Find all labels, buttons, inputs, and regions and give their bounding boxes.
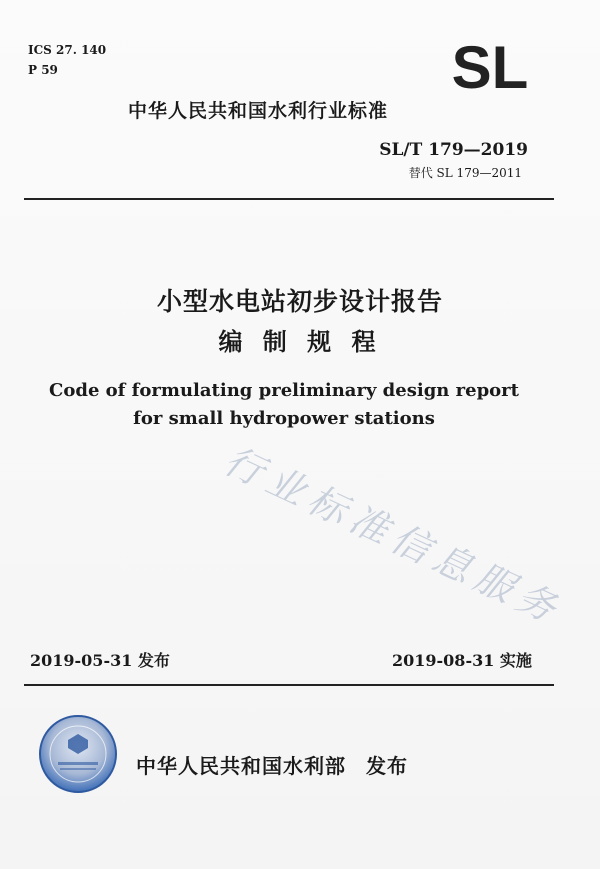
sl-logo xyxy=(440,38,540,96)
publish-action: 发布 xyxy=(366,754,408,778)
publisher-line xyxy=(136,750,408,779)
top-divider xyxy=(24,198,554,200)
standard-code: SL/T 179—2019 xyxy=(379,140,528,160)
industry-standard-title: 中华人民共和国水利行业标准 xyxy=(128,100,389,122)
bottom-divider xyxy=(24,684,554,686)
ics-code: ICS 27. 140 xyxy=(28,43,107,57)
classification-code: P 59 xyxy=(28,63,58,77)
sl-logo-text: SL xyxy=(451,38,529,96)
english-title-line1: Code of formulating preliminary design report xyxy=(49,380,519,401)
issue-date: 2019-05-31 发布 xyxy=(30,651,170,670)
watermark-text: 行业标准信息服务 xyxy=(217,438,570,634)
replaces-standard: 替代 SL 179—2011 xyxy=(408,166,522,180)
chinese-title: 小型水电站初步设计报告 xyxy=(156,287,443,316)
english-title-line2: for small hydropower stations xyxy=(133,408,435,429)
implementation-date: 2019-08-31 实施 xyxy=(392,651,532,670)
anti-counterfeit-seal-icon xyxy=(38,714,118,794)
classification-block xyxy=(28,40,106,80)
chinese-subtitle: 编 制 规 程 xyxy=(218,328,382,356)
publisher-name: 中华人民共和国水利部 xyxy=(136,754,346,778)
